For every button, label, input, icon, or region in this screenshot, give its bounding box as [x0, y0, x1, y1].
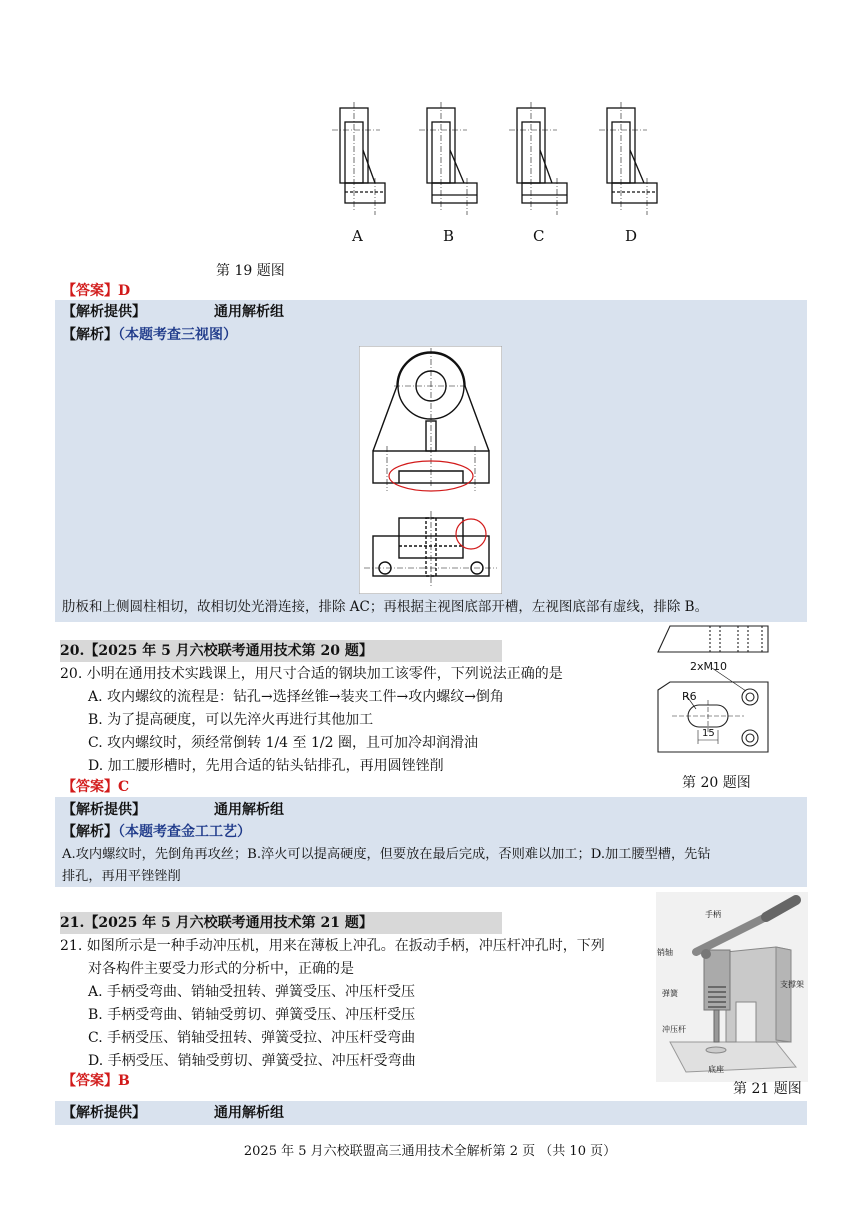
q19-answer: [62, 280, 130, 302]
q21-option-b: B. 手柄受弯曲、销轴受剪切、弹簧受压、冲压杆受压: [88, 1007, 416, 1023]
q21-option-a: A. 手柄受弯曲、销轴受扭转、弹簧受压、冲压杆受压: [88, 984, 416, 1000]
q21-header: 21.【2025 年 5 月六校联考通用技术第 21 题】: [60, 912, 502, 934]
q19-option-a-drawing: [332, 102, 385, 215]
q21-option-d: D. 手柄受压、销轴受剪切、弹簧受拉、冲压杆受弯曲: [88, 1053, 416, 1069]
q21-label-pin: 销轴: [657, 948, 673, 957]
q21-stem-line-1: 21. 如图所示是一种手动冲压机，用来在薄板上冲孔。在扳动手柄，冲压杆冲孔时，下列: [60, 938, 605, 954]
q20-option-b: B. 为了提高硬度，可以先淬火再进行其他加工: [88, 712, 374, 728]
q20-header: 20.【2025 年 5 月六校联考通用技术第 20 题】: [60, 640, 502, 662]
q19-analysis-drawing: [359, 346, 502, 594]
q19-options-figure: [320, 100, 680, 225]
q19-option-d-drawing: [599, 102, 657, 215]
q20-answer-label: 【答案】: [62, 779, 118, 795]
q19-analysis-text: 肋板和上侧圆柱相切，故相切处光滑连接，排除 AC；再根据主视图底部开槽，左视图底部有虚线，排除 B。: [62, 599, 709, 615]
q20-provider-label: 【解析提供】: [62, 802, 146, 818]
q20-analysis-line-2: 排孔，再用平锉锉削: [62, 869, 181, 884]
q21-option-c: C. 手柄受压、销轴受扭转、弹簧受拉、冲压杆受弯曲: [88, 1030, 416, 1046]
q21-label-spring: 弹簧: [662, 989, 678, 998]
q21-provider-row: [62, 1102, 284, 1124]
q21-provider-label: 【解析提供】: [62, 1105, 146, 1121]
q19-figure-caption: 第 19 题图: [216, 263, 285, 279]
q21-stem-line-2: 对各构件主要受力形式的分析中，正确的是: [88, 961, 354, 977]
q20-analysis-topic: （本题考查金工工艺）: [118, 824, 251, 840]
q19-provider-row: [62, 301, 284, 323]
q20-figure: [652, 620, 778, 760]
q20-provider-value: 通用解析组: [214, 802, 284, 818]
q20-option-a: A. 攻内螺纹的流程是：钻孔→选择丝锥→装夹工件→攻内螺纹→倒角: [88, 689, 504, 705]
q19-provider-value: 通用解析组: [214, 304, 284, 320]
q21-label-handle: 手柄: [705, 910, 721, 919]
q19-option-label-c: C: [533, 227, 545, 245]
q21-figure-caption: 第 21 题图: [733, 1081, 802, 1097]
q20-thread-label: 2xM10: [690, 660, 727, 673]
q19-provider-label: 【解析提供】: [62, 304, 146, 320]
q19-analysis-label: 【解析】: [62, 327, 118, 343]
q20-answer-value: C: [118, 779, 130, 795]
q20-option-c: C. 攻内螺纹时，须经常倒转 1/4 至 1/2 圈，且可加冷却润滑油: [88, 735, 478, 751]
q20-answer: [62, 776, 129, 798]
q20-stem: 20. 小明在通用技术实践课上，用尺寸合适的钢块加工该零件，下列说法正确的是: [60, 666, 563, 682]
page-footer: 2025 年 5 月六校联盟高三通用技术全解析第 2 页 （共 10 页）: [243, 1144, 617, 1159]
q21-provider-value: 通用解析组: [214, 1105, 284, 1121]
q21-answer-value: B: [118, 1073, 130, 1089]
q19-analysis-topic: （本题考查三视图）: [118, 327, 237, 343]
q21-label-frame: 支撑架: [780, 980, 804, 989]
q20-radius-label: R6: [682, 690, 697, 703]
q20-figure-caption: 第 20 题图: [682, 775, 751, 791]
q20-analysis-label: 【解析】: [62, 824, 118, 840]
q19-answer-value: D: [118, 283, 131, 299]
q19-option-b-drawing: [419, 102, 477, 215]
q21-label-base: 底座: [708, 1065, 724, 1074]
q19-answer-label: 【答案】: [62, 283, 118, 299]
q20-provider-row: [62, 799, 284, 821]
q20-width-label: 15: [702, 728, 715, 739]
q19-analysis-row: [62, 324, 237, 346]
q21-answer-label: 【答案】: [62, 1073, 118, 1089]
q19-option-label-d: D: [625, 227, 638, 245]
q20-analysis-line-1: A.攻内螺纹时，先倒角再攻丝；B.淬火可以提高硬度，但要放在最后完成，否则难以加工；D.加工腰型槽，先钻: [62, 847, 711, 862]
q20-option-d: D. 加工腰形槽时，先用合适的钻头钻排孔，再用圆锉锉削: [88, 758, 444, 774]
q20-analysis-row: [62, 821, 251, 843]
q19-option-label-a: A: [352, 227, 363, 245]
q19-option-label-b: B: [443, 227, 455, 245]
q21-answer: [62, 1070, 130, 1092]
q21-label-rod: 冲压杆: [662, 1025, 686, 1034]
q21-analysis-block: [55, 1101, 807, 1125]
q19-option-c-drawing: [509, 102, 567, 215]
